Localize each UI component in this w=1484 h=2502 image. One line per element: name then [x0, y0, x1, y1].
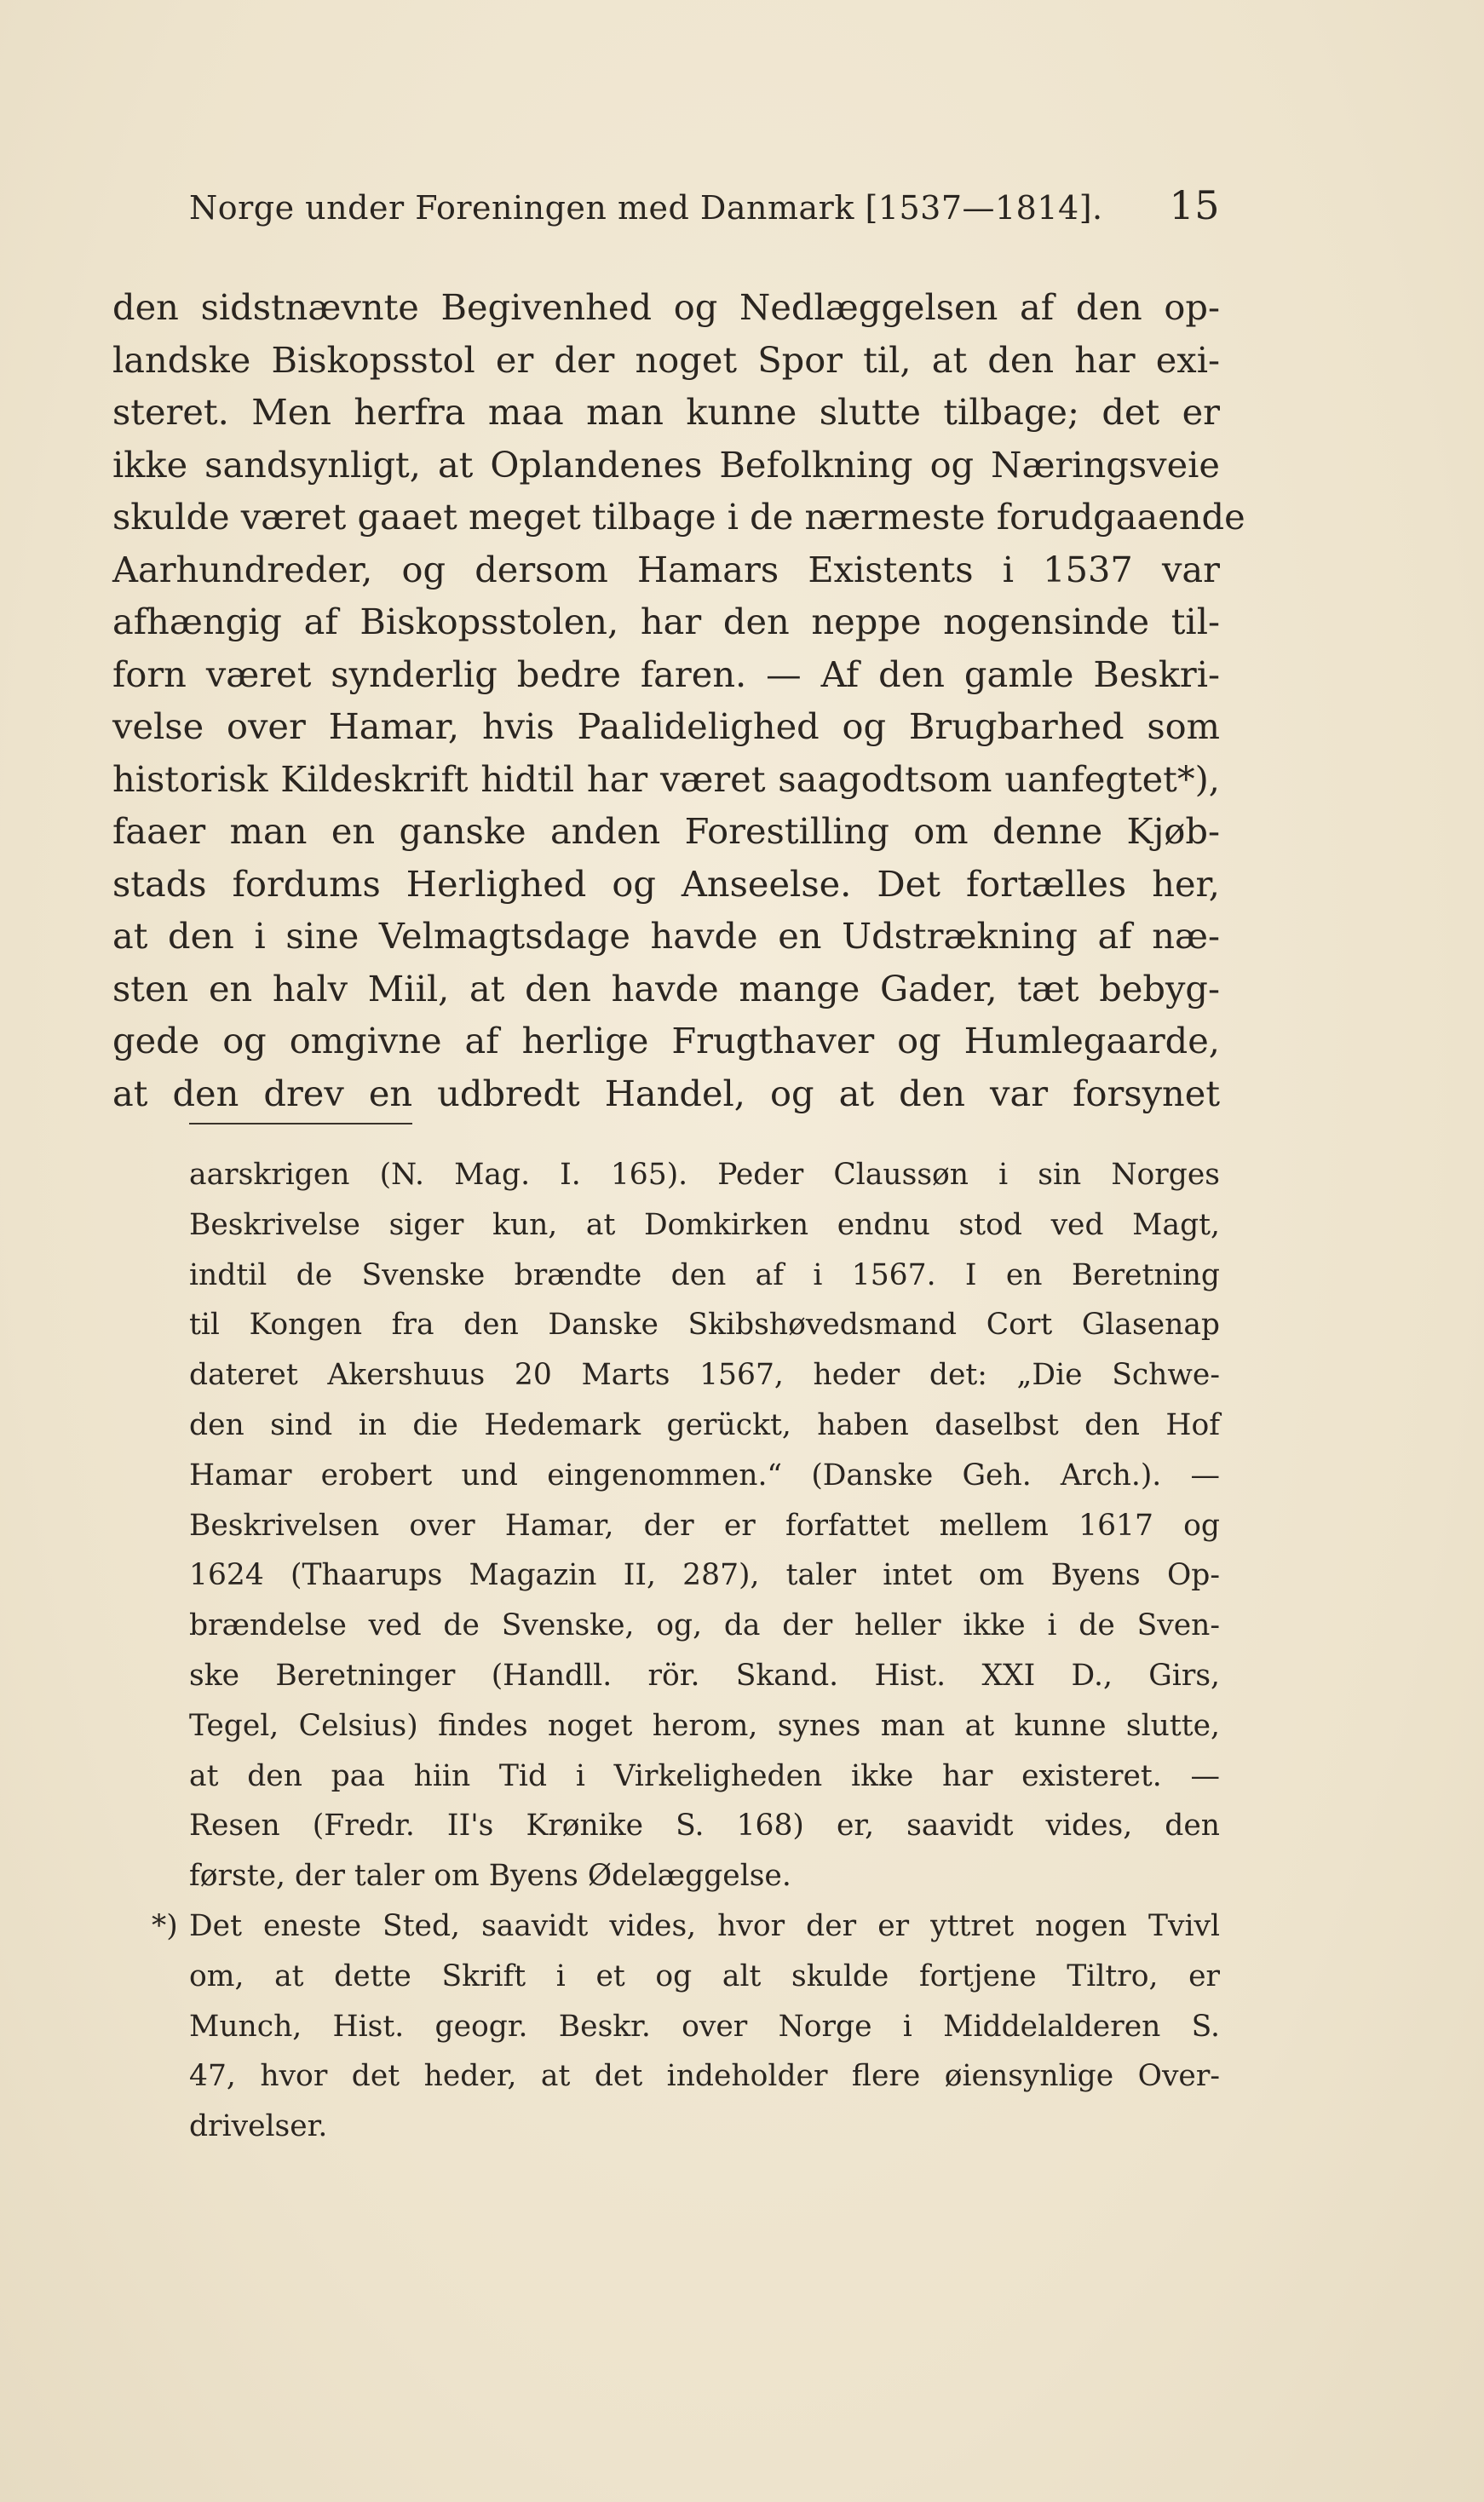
- footnote-line: brændelse ved de Svenske, og, da der heller ikke i de Sven-: [189, 1608, 1220, 1643]
- footnote-line: ske Beretninger (Handll. rör. Skand. Hist. XXI D., Girs,: [189, 1658, 1220, 1693]
- running-header: [189, 182, 1220, 240]
- text-line: landske Biskopsstol er der noget Spor til, at den har exi-: [112, 338, 1220, 381]
- star-footnote: [152, 1901, 1220, 1952]
- footnote-line: 1624 (Thaarups Magazin II, 287), taler intet om Byens Op-: [189, 1558, 1220, 1593]
- text-line: faaer man en ganske anden Forestilling om denne Kjøb-: [112, 810, 1220, 852]
- footnote-line: første, der taler om Byens Ødelæggelse.: [189, 1859, 791, 1894]
- text-line: ikke sandsynligt, at Oplandenes Befolkning og Næringsveie: [112, 443, 1220, 486]
- text-line: Aarhundreder, og dersom Hamars Existents i 1537 var: [112, 548, 1220, 590]
- text-line: velse over Hamar, hvis Paalidelighed og Brugbarhed som: [112, 705, 1220, 747]
- text-line: steret. Men herfra maa man kunne slutte tilbage; det er: [112, 391, 1220, 433]
- text-line: afhængig af Biskopsstolen, har den neppe nogensinde til-: [112, 601, 1220, 642]
- text-line: gede og omgivne af herlige Frugthaver og Humlegaarde,: [112, 1020, 1220, 1061]
- footnote-line: den sind in die Hedemark gerückt, haben daselbst den Hof: [189, 1407, 1220, 1442]
- footnote-line: Det eneste Sted, saavidt vides, hvor der er yttret nogen Tvivl: [189, 1908, 1220, 1943]
- text-line: sten en halv Miil, at den havde mange Gader, tæt bebyg-: [112, 967, 1220, 1009]
- text-line: historisk Kildeskrift hidtil har været saagodtsom uanfegtet*),: [112, 757, 1220, 800]
- text-line: at den drev en udbredt Handel, og at den var forsynet: [112, 1072, 1220, 1114]
- footnote-marker: *): [152, 1908, 178, 1943]
- footnote-line: indtil de Svenske brændte den af i 1567. I en Beretning: [189, 1257, 1220, 1292]
- footnote-line: drivelser.: [189, 2109, 328, 2144]
- running-title: Norge under Foreningen med Danmark [1537—1814].: [189, 189, 1103, 227]
- footnote-line: Munch, Hist. geogr. Beskr. over Norge i Middelalderen S.: [189, 2009, 1220, 2044]
- footnote-line: aarskrigen (N. Mag. I. 165). Peder Claussøn i sin Norges: [189, 1158, 1220, 1192]
- footnote-line: 47, hvor det heder, at det indeholder flere øiensynlige Over-: [189, 2059, 1220, 2094]
- page-number: 15: [1169, 182, 1220, 228]
- main-text: [112, 281, 1245, 1119]
- footnote-line: dateret Akershuus 20 Marts 1567, heder det: „Die Schwe-: [189, 1358, 1220, 1393]
- footnote-line: til Kongen fra den Danske Skibshøvedsmand Cort Glasenap: [189, 1308, 1220, 1343]
- footnote-line: Beskrivelse siger kun, at Domkirken endnu stod ved Magt,: [189, 1207, 1220, 1242]
- text-line: at den i sine Velmagtsdage havde en Udstrækning af næ-: [112, 915, 1220, 957]
- footnote-line: Hamar erobert und eingenommen.“ (Danske Geh. Arch.). —: [189, 1458, 1220, 1493]
- footnote-line: Resen (Fredr. II's Krønike S. 168) er, saavidt vides, den: [189, 1809, 1220, 1843]
- footnotes: [152, 1150, 1220, 2152]
- footnote-line: Beskrivelsen over Hamar, der er forfattet mellem 1617 og: [189, 1508, 1220, 1543]
- footnote-rule: [189, 1123, 412, 1124]
- footnote-line: om, at dette Skrift i et og alt skulde fortjene Tiltro, er: [189, 1958, 1220, 1993]
- text-line: skulde været gaaet meget tilbage i de nærmeste forudgaaende: [112, 496, 1245, 538]
- text-line: stads fordums Herlighed og Anseelse. Det fortælles her,: [112, 862, 1220, 905]
- text-line: den sidstnævnte Begivenhed og Nedlæggelsen af den op-: [112, 286, 1220, 328]
- footnote-line: Tegel, Celsius) findes noget herom, synes man at kunne slutte,: [189, 1708, 1220, 1743]
- footnote-line: at den paa hiin Tid i Virkeligheden ikke har existeret. —: [189, 1758, 1220, 1793]
- text-line: forn været synderlig bedre faren. — Af den gamle Beskri-: [112, 653, 1220, 695]
